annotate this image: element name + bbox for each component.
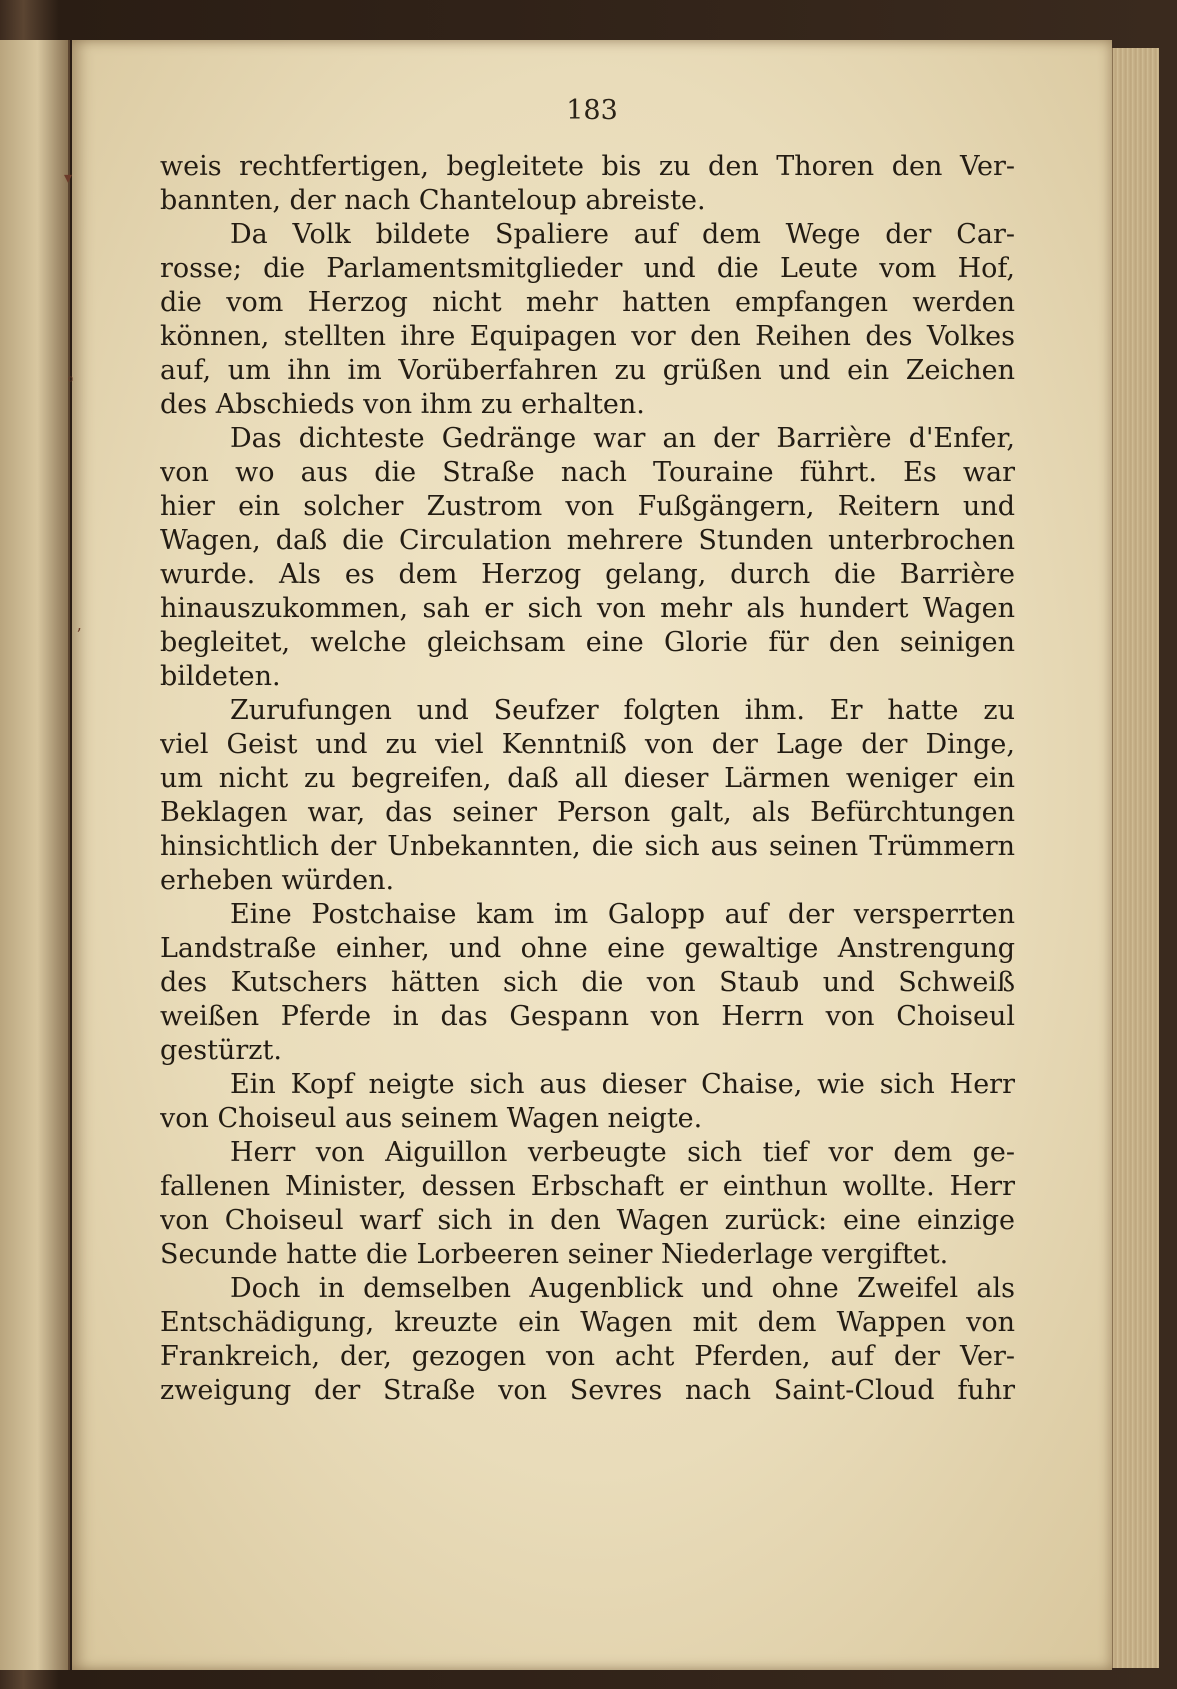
text-line: gestürzt.	[160, 1035, 282, 1066]
text-line: bannten, der nach Chanteloup abreiste.	[160, 185, 706, 216]
text-line: von wo aus die Straße nach Touraine führt. Es war	[160, 457, 1015, 488]
text-line: des Abschieds von ihm zu erhalten.	[160, 389, 645, 420]
margin-mark: ▾	[64, 168, 73, 187]
text-line: fallenen Minister, dessen Erbschaft er einthun wollte. Herr	[160, 1171, 1015, 1202]
text-line: Zurufungen und Seufzer folgten ihm. Er hatte zu	[230, 695, 1015, 726]
margin-mark: ◦	[66, 370, 76, 389]
text-line: weißen Pferde in das Gespann von Herrn von Choiseul	[160, 1001, 1015, 1032]
page-edge-stack	[1112, 48, 1159, 1668]
text-line: Ein Kopf neigte sich aus dieser Chaise, wie sich Herr	[230, 1069, 1015, 1100]
page-body-text	[160, 150, 1015, 1408]
text-line: hier ein solcher Zustrom von Fußgängern, Reitern und	[160, 491, 1015, 522]
left-page-edge	[0, 40, 73, 1670]
text-line: Herr von Aiguillon verbeugte sich tief vor dem ge-	[230, 1137, 1015, 1168]
text-line: Da Volk bildete Spaliere auf dem Wege der Car-	[230, 219, 1015, 250]
text-line: wurde. Als es dem Herzog gelang, durch die Barrière	[160, 559, 1015, 590]
text-line: zweigung der Straße von Sevres nach Saint-Cloud fuhr	[160, 1375, 1015, 1406]
text-line: Entschädigung, kreuzte ein Wagen mit dem Wappen von	[160, 1307, 1015, 1338]
text-line: bildeten.	[160, 661, 281, 692]
text-line: hinauszukommen, sah er sich von mehr als hundert Wagen	[160, 593, 1015, 624]
text-line: des Kutschers hätten sich die von Staub und Schweiß	[160, 967, 1015, 998]
text-line: weis rechtfertigen, begleitete bis zu den Thoren den Ver-	[160, 151, 1015, 182]
text-line: Doch in demselben Augenblick und ohne Zweifel als	[230, 1273, 1015, 1304]
text-line: rosse; die Parlamentsmitglieder und die Leute vom Hof,	[160, 253, 1015, 284]
text-line: Wagen, daß die Circulation mehrere Stunden unterbrochen	[160, 525, 1015, 556]
margin-mark: ʼ	[76, 625, 82, 644]
text-line: Secunde hatte die Lorbeeren seiner Niederlage vergiftet.	[160, 1239, 949, 1270]
text-line: auf, um ihn im Vorüberfahren zu grüßen und ein Zeichen	[160, 355, 1015, 386]
text-line: von Choiseul warf sich in den Wagen zurück: eine einzige	[160, 1205, 1015, 1236]
text-line: begleitet, welche gleichsam eine Glorie für den seinigen	[160, 627, 1015, 658]
text-line: viel Geist und zu viel Kenntniß von der Lage der Dinge,	[160, 729, 1015, 760]
text-line: hinsichtlich der Unbekannten, die sich aus seinen Trümmern	[160, 831, 1015, 862]
text-line: von Choiseul aus seinem Wagen neigte.	[160, 1103, 703, 1134]
text-line: die vom Herzog nicht mehr hatten empfangen werden	[160, 287, 1015, 318]
text-line: Landstraße einher, und ohne eine gewaltige Anstrengung	[160, 933, 1015, 964]
text-line: Eine Postchaise kam im Galopp auf der versperrten	[230, 899, 1015, 930]
text-line: um nicht zu begreifen, daß all dieser Lärmen weniger ein	[160, 763, 1015, 794]
text-line: erheben würden.	[160, 865, 395, 896]
text-line: können, stellten ihre Equipagen vor den Reihen des Volkes	[160, 321, 1015, 352]
text-line: Frankreich, der, gezogen von acht Pferden, auf der Ver-	[160, 1341, 1015, 1372]
page-number: 183	[566, 95, 618, 126]
text-line: Das dichteste Gedränge war an der Barrière d'Enfer,	[230, 423, 1015, 454]
book-page	[64, 40, 1112, 1670]
text-line: Beklagen war, das seiner Person galt, als Befürchtungen	[160, 797, 1015, 828]
